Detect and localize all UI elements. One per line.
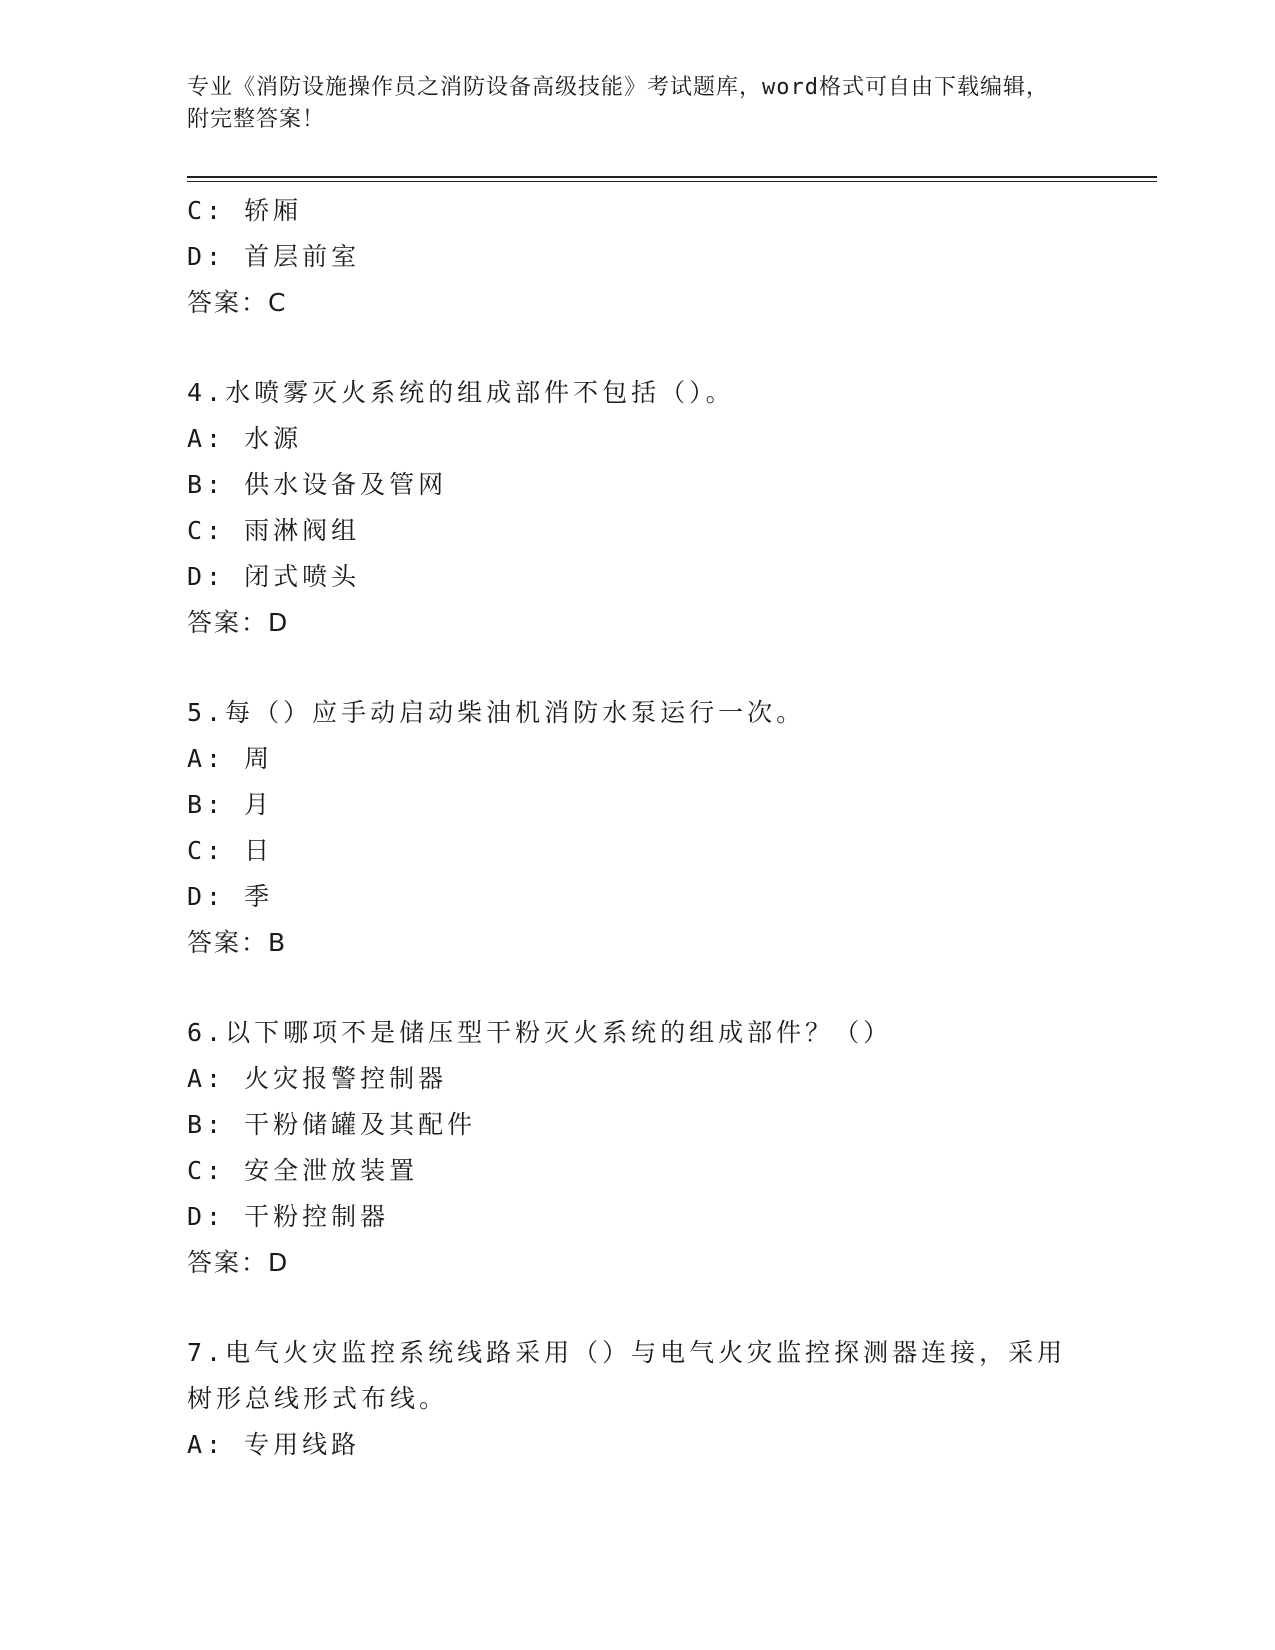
question-text: 7.电气火灾监控系统线路采用（）与电气火灾监控探测器连接，采用树形总线形式布线。 bbox=[187, 1338, 1067, 1413]
question-text: 5.每（）应手动启动柴油机消防水泵运行一次。 bbox=[187, 698, 806, 727]
option-d: D: 季 bbox=[187, 882, 274, 911]
option-c: C: 雨淋阀组 bbox=[187, 516, 361, 545]
answer: 答案：C bbox=[187, 288, 288, 317]
spacer bbox=[187, 1286, 1157, 1330]
question-4 bbox=[187, 370, 1157, 646]
option-c: C: 轿厢 bbox=[187, 196, 303, 225]
option-c: C: 安全泄放装置 bbox=[187, 1156, 419, 1185]
option-c: C: 日 bbox=[187, 836, 274, 865]
option-d: D: 干粉控制器 bbox=[187, 1202, 390, 1231]
document-header: 专业《消防设施操作员之消防设备高级技能》考试题库，word格式可自由下载编辑，附完整答案！ bbox=[187, 75, 1049, 132]
answer: 答案：D bbox=[187, 1248, 290, 1277]
option-a: A: 火灾报警控制器 bbox=[187, 1064, 448, 1093]
answer: 答案：D bbox=[187, 608, 290, 637]
option-b: B: 月 bbox=[187, 790, 274, 819]
option-d: D: 首层前室 bbox=[187, 242, 361, 271]
question-6 bbox=[187, 1010, 1157, 1286]
option-b: B: 干粉储罐及其配件 bbox=[187, 1110, 477, 1139]
header-divider-thin bbox=[187, 181, 1157, 182]
spacer bbox=[187, 966, 1157, 1010]
question-list bbox=[187, 188, 1157, 1468]
option-a: A: 周 bbox=[187, 744, 274, 773]
option-a: A: 专用线路 bbox=[187, 1430, 361, 1459]
answer: 答案：B bbox=[187, 928, 288, 957]
question-text: 4.水喷雾灭火系统的组成部件不包括（）。 bbox=[187, 378, 735, 407]
question-3-tail bbox=[187, 188, 1157, 326]
option-d: D: 闭式喷头 bbox=[187, 562, 361, 591]
option-a: A: 水源 bbox=[187, 424, 303, 453]
question-5 bbox=[187, 690, 1157, 966]
header-divider-thick bbox=[187, 176, 1157, 178]
option-b: B: 供水设备及管网 bbox=[187, 470, 448, 499]
question-text: 6.以下哪项不是储压型干粉灭火系统的组成部件？（） bbox=[187, 1018, 893, 1047]
spacer bbox=[187, 646, 1157, 690]
question-7 bbox=[187, 1330, 1157, 1468]
spacer bbox=[187, 326, 1157, 370]
